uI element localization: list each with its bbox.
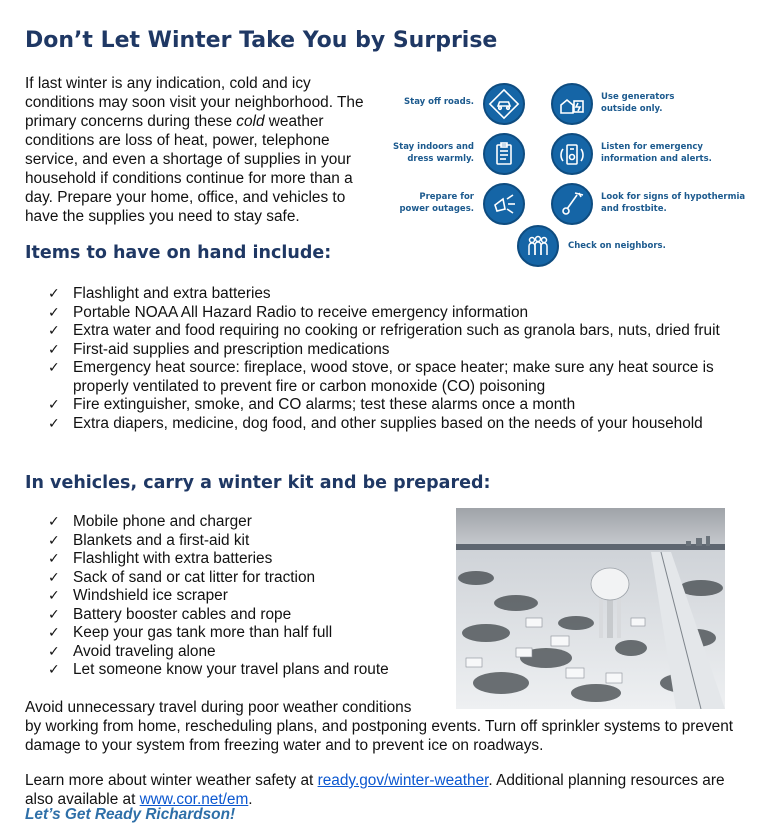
ready-gov-link[interactable]: ready.gov/winter-weather (317, 772, 489, 789)
tip-hypothermia: Look for signs of hypothermia and frostbite. (601, 192, 746, 214)
list-item: ✓ Mobile phone and charger (48, 513, 252, 530)
tip-prepare-outages: Prepare for power outages. (399, 192, 474, 214)
list-item: ✓ First-aid supplies and prescription medications (48, 340, 390, 358)
list-item: ✓ Windshield ice scraper (48, 587, 228, 604)
winter-safety-infographic (388, 78, 748, 270)
intro-text-start: If last winter is any indication, cold and icy conditions may soon visit your neighborhood. The primary concerns during these (25, 75, 364, 130)
list-item: ✓ Keep your gas tank more than half full (48, 624, 333, 641)
list-item: ✓ Let someone know your travel plans and route (48, 661, 389, 678)
tagline: Let’s Get Ready Richardson! (25, 806, 236, 823)
tip-listen-alerts: Listen for emergency information and alerts. (601, 142, 712, 164)
tip-stay-indoors: Stay indoors and dress warmly. (393, 142, 474, 164)
list-item: ✓ Portable NOAA All Hazard Radio to receive emergency information (48, 303, 529, 321)
intro-text-end: weather conditions are loss of heat, power, telephone service, and even a shortage of supplies in your household if conditions continue for more than a day. Prepare your home, office, and vehicles to have the supplies you need to stay safe. (25, 113, 353, 225)
tip-stay-off-roads: Stay off roads. (404, 97, 474, 107)
vehicle-kit-heading: In vehicles, carry a winter kit and be prepared: (25, 473, 491, 493)
list-item: ✓ Sack of sand or cat litter for traction (48, 568, 316, 586)
generator-icon (551, 83, 593, 125)
checkmark-icon: ✓ (48, 569, 60, 586)
checkmark-icon: ✓ (48, 286, 60, 302)
clipboard-icon (483, 133, 525, 175)
checkmark-icon: ✓ (48, 304, 60, 321)
list-item: ✓ Flashlight and extra batteries (48, 285, 271, 302)
checkmark-icon: ✓ (48, 341, 60, 358)
list-item: ✓ Blankets and a first-aid kit (48, 531, 250, 549)
checkmark-icon: ✓ (48, 606, 60, 623)
list-item: ✓ Flashlight with extra batteries (48, 550, 273, 567)
tip-use-generators: Use generators outside only. (601, 92, 675, 114)
radio-icon (551, 133, 593, 175)
checkmark-icon: ✓ (48, 551, 60, 567)
car-icon (483, 83, 525, 125)
people-icon (517, 225, 559, 267)
checkmark-icon: ✓ (48, 323, 60, 339)
learn-more-paragraph: Learn more about winter weather safety at ready.gov/winter-weather. Additional planning resources are also available at www.cor.net/em. (25, 772, 725, 808)
home-items-heading: Items to have on hand include: (25, 243, 332, 263)
vehicle-kit-list (48, 513, 448, 680)
list-item: ✓ Extra diapers, medicine, dog food, and other supplies based on the needs of your household (48, 414, 703, 432)
travel-advice-paragraph: Avoid unnecessary travel during poor weather conditions by working from home, rescheduling plans, and postponing events. Turn off sprinkler systems to prevent damage to your system from freezing water and to prevent ice on roadways. (25, 699, 734, 754)
tip-check-neighbors: Check on neighbors. (568, 241, 666, 251)
checkmark-icon: ✓ (48, 514, 60, 530)
list-item: ✓ Emergency heat source: fireplace, wood stove, or space heater; make sure any heat source is properly ventilated to prevent fire or carbon monoxide (CO) poisoning (48, 359, 714, 395)
checkmark-icon: ✓ (48, 625, 60, 641)
checkmark-icon: ✓ (48, 360, 60, 376)
checkmark-icon: ✓ (48, 588, 60, 604)
thermometer-icon (551, 183, 593, 225)
cor-net-link[interactable]: www.cor.net/em (139, 791, 249, 808)
page-title: Don’t Let Winter Take You by Surprise (25, 28, 498, 53)
snowy-neighborhood-photo (456, 508, 725, 709)
home-items-list (48, 285, 748, 433)
flashlight-icon (483, 183, 525, 225)
list-item: ✓ Fire extinguisher, smoke, and CO alarms; test these alarms once a month (48, 396, 576, 413)
checkmark-icon: ✓ (48, 415, 60, 432)
list-item: ✓ Avoid traveling alone (48, 642, 216, 660)
checkmark-icon: ✓ (48, 662, 60, 678)
intro-italic-word: cold (236, 113, 265, 130)
checkmark-icon: ✓ (48, 532, 60, 549)
intro-paragraph (25, 74, 375, 226)
list-item: ✓ Extra water and food requiring no cooking or refrigeration such as granola bars, nuts, dried fruit (48, 322, 720, 339)
checkmark-icon: ✓ (48, 643, 60, 660)
checkmark-icon: ✓ (48, 397, 60, 413)
list-item: ✓ Battery booster cables and rope (48, 605, 292, 623)
